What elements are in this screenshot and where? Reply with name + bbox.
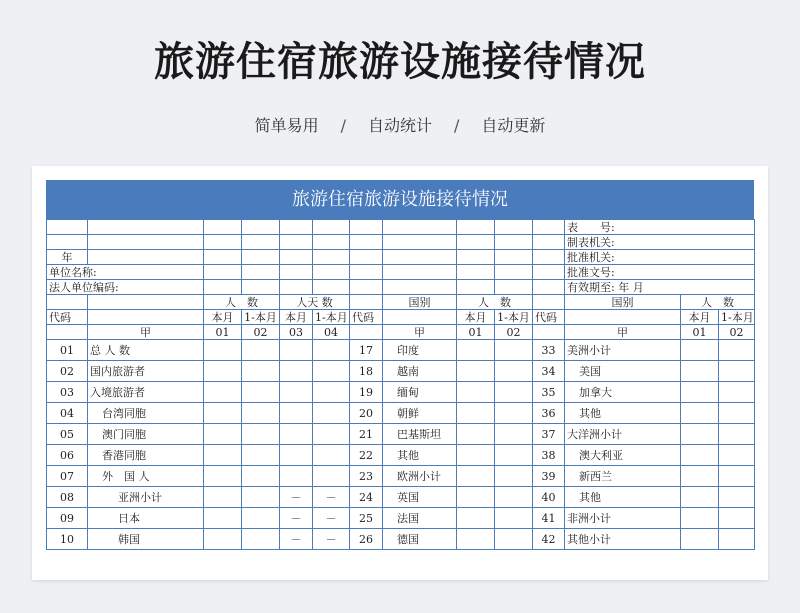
value-cell[interactable]: [457, 424, 495, 445]
header-this-month: 本月: [204, 310, 242, 325]
value-cell[interactable]: [204, 466, 242, 487]
value-cell[interactable]: [204, 382, 242, 403]
value-cell[interactable]: [280, 382, 313, 403]
row-item-name: 入境旅游者: [88, 382, 204, 403]
value-cell[interactable]: [719, 403, 755, 424]
tag-separator: /: [454, 116, 460, 135]
row-code: 38: [533, 445, 565, 466]
row-code: 02: [47, 361, 88, 382]
header-col-02: 02: [242, 325, 280, 340]
value-cell[interactable]: [681, 445, 719, 466]
value-cell[interactable]: [681, 424, 719, 445]
value-cell[interactable]: [204, 340, 242, 361]
row-country: 大洋洲小计: [565, 424, 681, 445]
row-code: 10: [47, 529, 88, 550]
value-cell[interactable]: [681, 466, 719, 487]
header-jan-to-month: 1-本月: [495, 310, 533, 325]
row-country: 美国: [565, 361, 681, 382]
value-cell[interactable]: [719, 445, 755, 466]
value-cell[interactable]: [242, 445, 280, 466]
header-jan-to-month: 1-本月: [242, 310, 280, 325]
row-country: 其他: [383, 445, 457, 466]
row-country: 朝鲜: [383, 403, 457, 424]
value-cell[interactable]: [204, 508, 242, 529]
value-cell[interactable]: [457, 487, 495, 508]
page-title: 旅游住宿旅游设施接待情况: [154, 39, 646, 85]
value-cell[interactable]: [457, 466, 495, 487]
row-code: 09: [47, 508, 88, 529]
header-col-03: 03: [280, 325, 313, 340]
value-cell[interactable]: [495, 508, 533, 529]
value-cell[interactable]: [204, 361, 242, 382]
meta-row: [47, 235, 755, 250]
row-code: 35: [533, 382, 565, 403]
header-row-3: [47, 325, 755, 340]
row-country: 印度: [383, 340, 457, 361]
value-cell[interactable]: [495, 340, 533, 361]
value-cell[interactable]: [719, 487, 755, 508]
sheet-banner: 旅游住宿旅游设施接待情况: [46, 180, 754, 219]
row-country: 新西兰: [565, 466, 681, 487]
value-cell[interactable]: [457, 382, 495, 403]
table-row: [47, 508, 755, 529]
value-cell[interactable]: [719, 424, 755, 445]
value-cell[interactable]: [204, 403, 242, 424]
value-cell[interactable]: [457, 403, 495, 424]
table-row: [47, 466, 755, 487]
value-cell[interactable]: [457, 529, 495, 550]
header-col-01: 01: [457, 325, 495, 340]
value-cell[interactable]: [204, 529, 242, 550]
row-code: 36: [533, 403, 565, 424]
row-code: 07: [47, 466, 88, 487]
value-cell[interactable]: [495, 424, 533, 445]
value-cell[interactable]: [681, 403, 719, 424]
row-code: 18: [350, 361, 383, 382]
header-this-month: 本月: [681, 310, 719, 325]
row-country: 缅甸: [383, 382, 457, 403]
row-item-name: 总 人 数: [88, 340, 204, 361]
header-jia: 甲: [565, 325, 681, 340]
value-cell[interactable]: [719, 361, 755, 382]
row-country: 欧洲小计: [383, 466, 457, 487]
row-code: 25: [350, 508, 383, 529]
value-cell[interactable]: －: [280, 487, 313, 508]
value-cell[interactable]: [204, 445, 242, 466]
row-code: 41: [533, 508, 565, 529]
value-cell[interactable]: －: [313, 529, 350, 550]
header-col-01: 01: [681, 325, 719, 340]
meta-row: [47, 265, 755, 280]
value-cell[interactable]: [313, 382, 350, 403]
value-cell[interactable]: [313, 340, 350, 361]
value-cell[interactable]: －: [280, 508, 313, 529]
row-country: 德国: [383, 529, 457, 550]
table-row: [47, 340, 755, 361]
spreadsheet-card: [32, 166, 768, 580]
row-item-name: 香港同胞: [88, 445, 204, 466]
header-this-month: 本月: [280, 310, 313, 325]
table-row: [47, 403, 755, 424]
row-code: 01: [47, 340, 88, 361]
row-code: 21: [350, 424, 383, 445]
row-code: 17: [350, 340, 383, 361]
value-cell[interactable]: [242, 466, 280, 487]
value-cell[interactable]: [204, 424, 242, 445]
row-country: 巴基斯坦: [383, 424, 457, 445]
meta-unit-name: 单位名称:: [47, 265, 204, 280]
value-cell[interactable]: [495, 466, 533, 487]
value-cell[interactable]: [242, 487, 280, 508]
value-cell[interactable]: [204, 487, 242, 508]
statistics-table: [46, 219, 755, 550]
value-cell[interactable]: [313, 424, 350, 445]
row-item-name: 台湾同胞: [88, 403, 204, 424]
row-item-name: 外 国 人: [88, 466, 204, 487]
row-code: 03: [47, 382, 88, 403]
meta-legal-code: 法人单位编码:: [47, 280, 204, 295]
value-cell[interactable]: [495, 382, 533, 403]
row-code: 37: [533, 424, 565, 445]
row-code: 05: [47, 424, 88, 445]
value-cell[interactable]: [719, 340, 755, 361]
value-cell[interactable]: [313, 445, 350, 466]
value-cell[interactable]: [495, 529, 533, 550]
table-row: [47, 445, 755, 466]
value-cell[interactable]: [242, 361, 280, 382]
row-country: 非洲小计: [565, 508, 681, 529]
value-cell[interactable]: －: [280, 529, 313, 550]
value-cell[interactable]: [242, 403, 280, 424]
value-cell[interactable]: [495, 445, 533, 466]
header-col-02: 02: [719, 325, 755, 340]
value-cell[interactable]: －: [313, 508, 350, 529]
header-col-01: 01: [204, 325, 242, 340]
table-row: [47, 361, 755, 382]
subtitle-tags: [0, 113, 800, 136]
header-code: 代码: [47, 310, 88, 325]
table-row: [47, 529, 755, 550]
row-country: 澳大利亚: [565, 445, 681, 466]
meta-approval-no: 批准文号:: [565, 265, 755, 280]
row-item-name: 韩国: [88, 529, 204, 550]
value-cell[interactable]: [242, 382, 280, 403]
meta-row: [47, 220, 755, 235]
value-cell[interactable]: [280, 424, 313, 445]
value-cell[interactable]: [457, 445, 495, 466]
row-code: 39: [533, 466, 565, 487]
header-row-2: [47, 310, 755, 325]
meta-issuer: 制表机关:: [565, 235, 755, 250]
meta-row: [47, 250, 755, 265]
header-people: 人 数: [681, 295, 755, 310]
value-cell[interactable]: [719, 382, 755, 403]
meta-year: 年: [47, 250, 88, 265]
value-cell[interactable]: [495, 403, 533, 424]
value-cell[interactable]: [457, 361, 495, 382]
header-jan-to-month: 1-本月: [313, 310, 350, 325]
meta-approver: 批准机关:: [565, 250, 755, 265]
value-cell[interactable]: [280, 466, 313, 487]
row-code: 33: [533, 340, 565, 361]
value-cell[interactable]: [681, 487, 719, 508]
meta-row: [47, 280, 755, 295]
value-cell[interactable]: [457, 508, 495, 529]
value-cell[interactable]: [313, 466, 350, 487]
value-cell[interactable]: [719, 466, 755, 487]
value-cell[interactable]: [313, 361, 350, 382]
row-code: 23: [350, 466, 383, 487]
value-cell[interactable]: [719, 508, 755, 529]
value-cell[interactable]: [242, 340, 280, 361]
value-cell[interactable]: [681, 340, 719, 361]
header-col-04: 04: [313, 325, 350, 340]
header-jan-to-month: 1-本月: [719, 310, 755, 325]
data-rows: [47, 340, 755, 550]
row-country: 其他: [565, 403, 681, 424]
value-cell[interactable]: [280, 361, 313, 382]
table-body: [47, 220, 755, 340]
row-code: 08: [47, 487, 88, 508]
value-cell[interactable]: [242, 508, 280, 529]
value-cell[interactable]: [280, 445, 313, 466]
row-code: 19: [350, 382, 383, 403]
row-country: 英国: [383, 487, 457, 508]
row-code: 40: [533, 487, 565, 508]
header-jia: 甲: [88, 325, 204, 340]
value-cell[interactable]: [681, 508, 719, 529]
row-code: 22: [350, 445, 383, 466]
row-country: 越南: [383, 361, 457, 382]
value-cell[interactable]: [242, 529, 280, 550]
value-cell[interactable]: [313, 403, 350, 424]
row-item-name: 澳门同胞: [88, 424, 204, 445]
value-cell[interactable]: [495, 361, 533, 382]
value-cell[interactable]: －: [313, 487, 350, 508]
header-code: 代码: [533, 310, 565, 325]
header-people: 人 数: [457, 295, 533, 310]
value-cell[interactable]: [457, 340, 495, 361]
row-country: 美洲小计: [565, 340, 681, 361]
meta-form-no: 表 号:: [565, 220, 755, 235]
header-code: 代码: [350, 310, 383, 325]
header-country: 国别: [383, 295, 457, 310]
table-row: [47, 487, 755, 508]
header-row-1: [47, 295, 755, 310]
tag-auto-update: 自动更新: [481, 116, 546, 135]
row-code: 42: [533, 529, 565, 550]
header-country: 国别: [565, 295, 681, 310]
header-person-days: 人天 数: [280, 295, 350, 310]
value-cell[interactable]: [681, 382, 719, 403]
row-country: 其他: [565, 487, 681, 508]
tag-auto-stats: 自动统计: [367, 116, 432, 135]
row-item-name: 国内旅游者: [88, 361, 204, 382]
row-country: 其他小计: [565, 529, 681, 550]
form-table-wrap: [46, 180, 754, 550]
tag-separator: /: [340, 116, 346, 135]
row-item-name: 亚洲小计: [88, 487, 204, 508]
table-row: [47, 424, 755, 445]
row-country: 法国: [383, 508, 457, 529]
tag-easy: 简单易用: [254, 116, 319, 135]
value-cell[interactable]: [681, 529, 719, 550]
value-cell[interactable]: [719, 529, 755, 550]
row-item-name: 日本: [88, 508, 204, 529]
row-code: 26: [350, 529, 383, 550]
row-code: 34: [533, 361, 565, 382]
header-people: 人 数: [204, 295, 280, 310]
value-cell[interactable]: [280, 340, 313, 361]
header-jia: 甲: [383, 325, 457, 340]
row-code: 20: [350, 403, 383, 424]
value-cell[interactable]: [681, 361, 719, 382]
table-row: [47, 382, 755, 403]
value-cell[interactable]: [242, 424, 280, 445]
header-this-month: 本月: [457, 310, 495, 325]
row-code: 24: [350, 487, 383, 508]
value-cell[interactable]: [280, 403, 313, 424]
header-col-02: 02: [495, 325, 533, 340]
meta-valid-until: 有效期至: 年 月: [565, 280, 755, 295]
row-code: 04: [47, 403, 88, 424]
row-code: 06: [47, 445, 88, 466]
value-cell[interactable]: [495, 487, 533, 508]
row-country: 加拿大: [565, 382, 681, 403]
